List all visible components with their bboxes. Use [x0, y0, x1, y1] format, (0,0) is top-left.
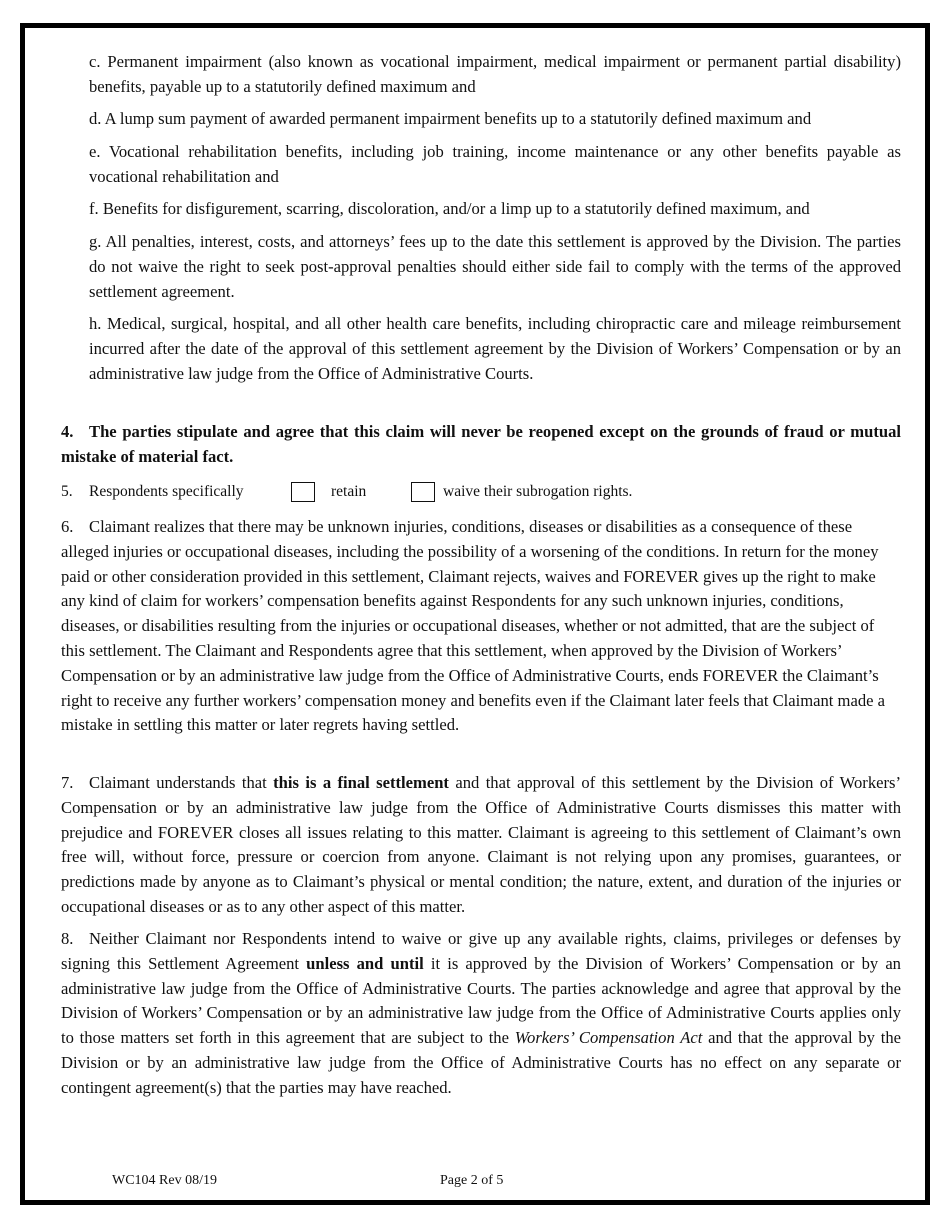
waive-label: waive their subrogation rights. — [443, 483, 633, 500]
section-4 — [61, 420, 901, 470]
section-8-text-before: Neither Claimant nor Respondents intend to waive or give up any available rights, claims, privileges or defenses by signing this Settlement Agreement — [61, 929, 901, 973]
section-6-text: Claimant realizes that there may be unknown injuries, conditions, diseases or disabilities as a consequence of these alleged injuries or occupational diseases, including the possibility of a worsening of the conditions. In return for the money paid or other consideration provided in this settlement, Claimant rejects, waives and FOREVER gives up the right to make any kind of claim for workers’ compensation benefits against Respondents for any such unknown injuries, conditions, diseases, or disabilities resulting from the injuries or occupational diseases, whether or not admitted, that are the subject of this settlement. The Claimant and Respondents agree that this settlement, when approved by the Division of Workers’ Compensation or by an administrative law judge from the Office of Administrative Courts, ends FOREVER the Claimant’s right to receive any further workers’ compensation money and benefits even if the Claimant later feels that Claimant made a mistake in settling this matter or later regrets having settled. — [61, 517, 886, 735]
item-d: d. A lump sum payment of awarded permanent impairment benefits up to a statutorily defined maximum and — [89, 109, 812, 128]
section-8-text-middle: it is approved by the Division of Workers’ Compensation or by an administrative law judge from the Office of Administrative Courts. The parties acknowledge and agree that approval by the Division of Workers’ Compensation or by an administrative law judge from the Office of Administrative Courts applies only to those matters set forth in this agreement that are subject to the — [61, 953, 901, 1048]
item-h: h. Medical, surgical, hospital, and all other health care benefits, including chiropractic care and mileage reimbursement incurred after the date of the approval of this settlement agreement by the Division of Workers’ Compensation or by an administrative law judge from the Office of Administrative Courts. — [89, 314, 901, 383]
section-7-text-bold: this is a final settlement — [273, 773, 449, 792]
waive-checkbox[interactable] — [411, 482, 435, 502]
section-8-number: 8. — [61, 929, 74, 948]
section-7-number: 7. — [61, 773, 74, 792]
section-7-text-after: and that approval of this settlement by the Division of Workers’ Compensation or by an administrative law judge from the Office of Administrative Courts dismisses this matter with prejudice and FOREVER closes all issues relating to this matter. Claimant is agreeing to this settlement of Claimant’s own free will, without force, pressure or coercion from anyone. Claimant is not relying upon any promises, guarantees, or predictions made by anyone as to Claimant’s physical or mental condition; the nature, extent, and duration of the injuries or occupational diseases or as to any other aspect of this matter. — [61, 773, 901, 916]
footer-form-id: WC104 Rev 08/19 — [112, 1173, 217, 1188]
section-7 — [61, 771, 901, 920]
section-5-row — [61, 480, 901, 505]
item-f: f. Benefits for disfigurement, scarring, discoloration, and/or a limp up to a statutorily defined maximum, and — [89, 199, 810, 218]
footer-page-number: Page 2 of 5 — [440, 1173, 504, 1188]
section-5-label: Respondents specifically — [89, 483, 244, 500]
page-frame — [20, 23, 930, 1205]
section-6 — [61, 515, 901, 738]
section-8-text-italic: Workers’ Compensation Act — [514, 1028, 703, 1048]
section-5-number: 5. — [61, 483, 73, 500]
section-8-text-after: and that the approval by the Division or by an administrative law judge from the Office of Administrative Courts has no effect on any separate or contingent agreement(s) that the parties may have reached. — [61, 1028, 901, 1097]
retain-checkbox[interactable] — [291, 482, 315, 502]
section-8 — [61, 927, 901, 1101]
item-c: c. Permanent impairment (also known as vocational impairment, medical impairment or permanent partial disability) benefits, payable up to a statutorily defined maximum and — [89, 52, 901, 96]
section-6-number: 6. — [61, 517, 74, 536]
retain-label: retain — [331, 483, 367, 500]
item-g: g. All penalties, interest, costs, and attorneys’ fees up to the date this settlement is approved by the Division. The parties do not waive the right to seek post-approval penalties should either side fail to comply with the terms of the approved settlement agreement. — [89, 232, 901, 301]
item-e: e. Vocational rehabilitation benefits, including job training, income maintenance or any other benefits payable as vocational rehabilitation and — [89, 142, 901, 186]
section-4-text: The parties stipulate and agree that this claim will never be reopened except on the grounds of fraud or mutual mistake of material fact. — [61, 422, 901, 466]
section-7-text-before: Claimant understands that — [89, 773, 274, 792]
section-8-text-bold: unless and until — [306, 953, 424, 973]
section-4-number: 4. — [61, 422, 74, 441]
